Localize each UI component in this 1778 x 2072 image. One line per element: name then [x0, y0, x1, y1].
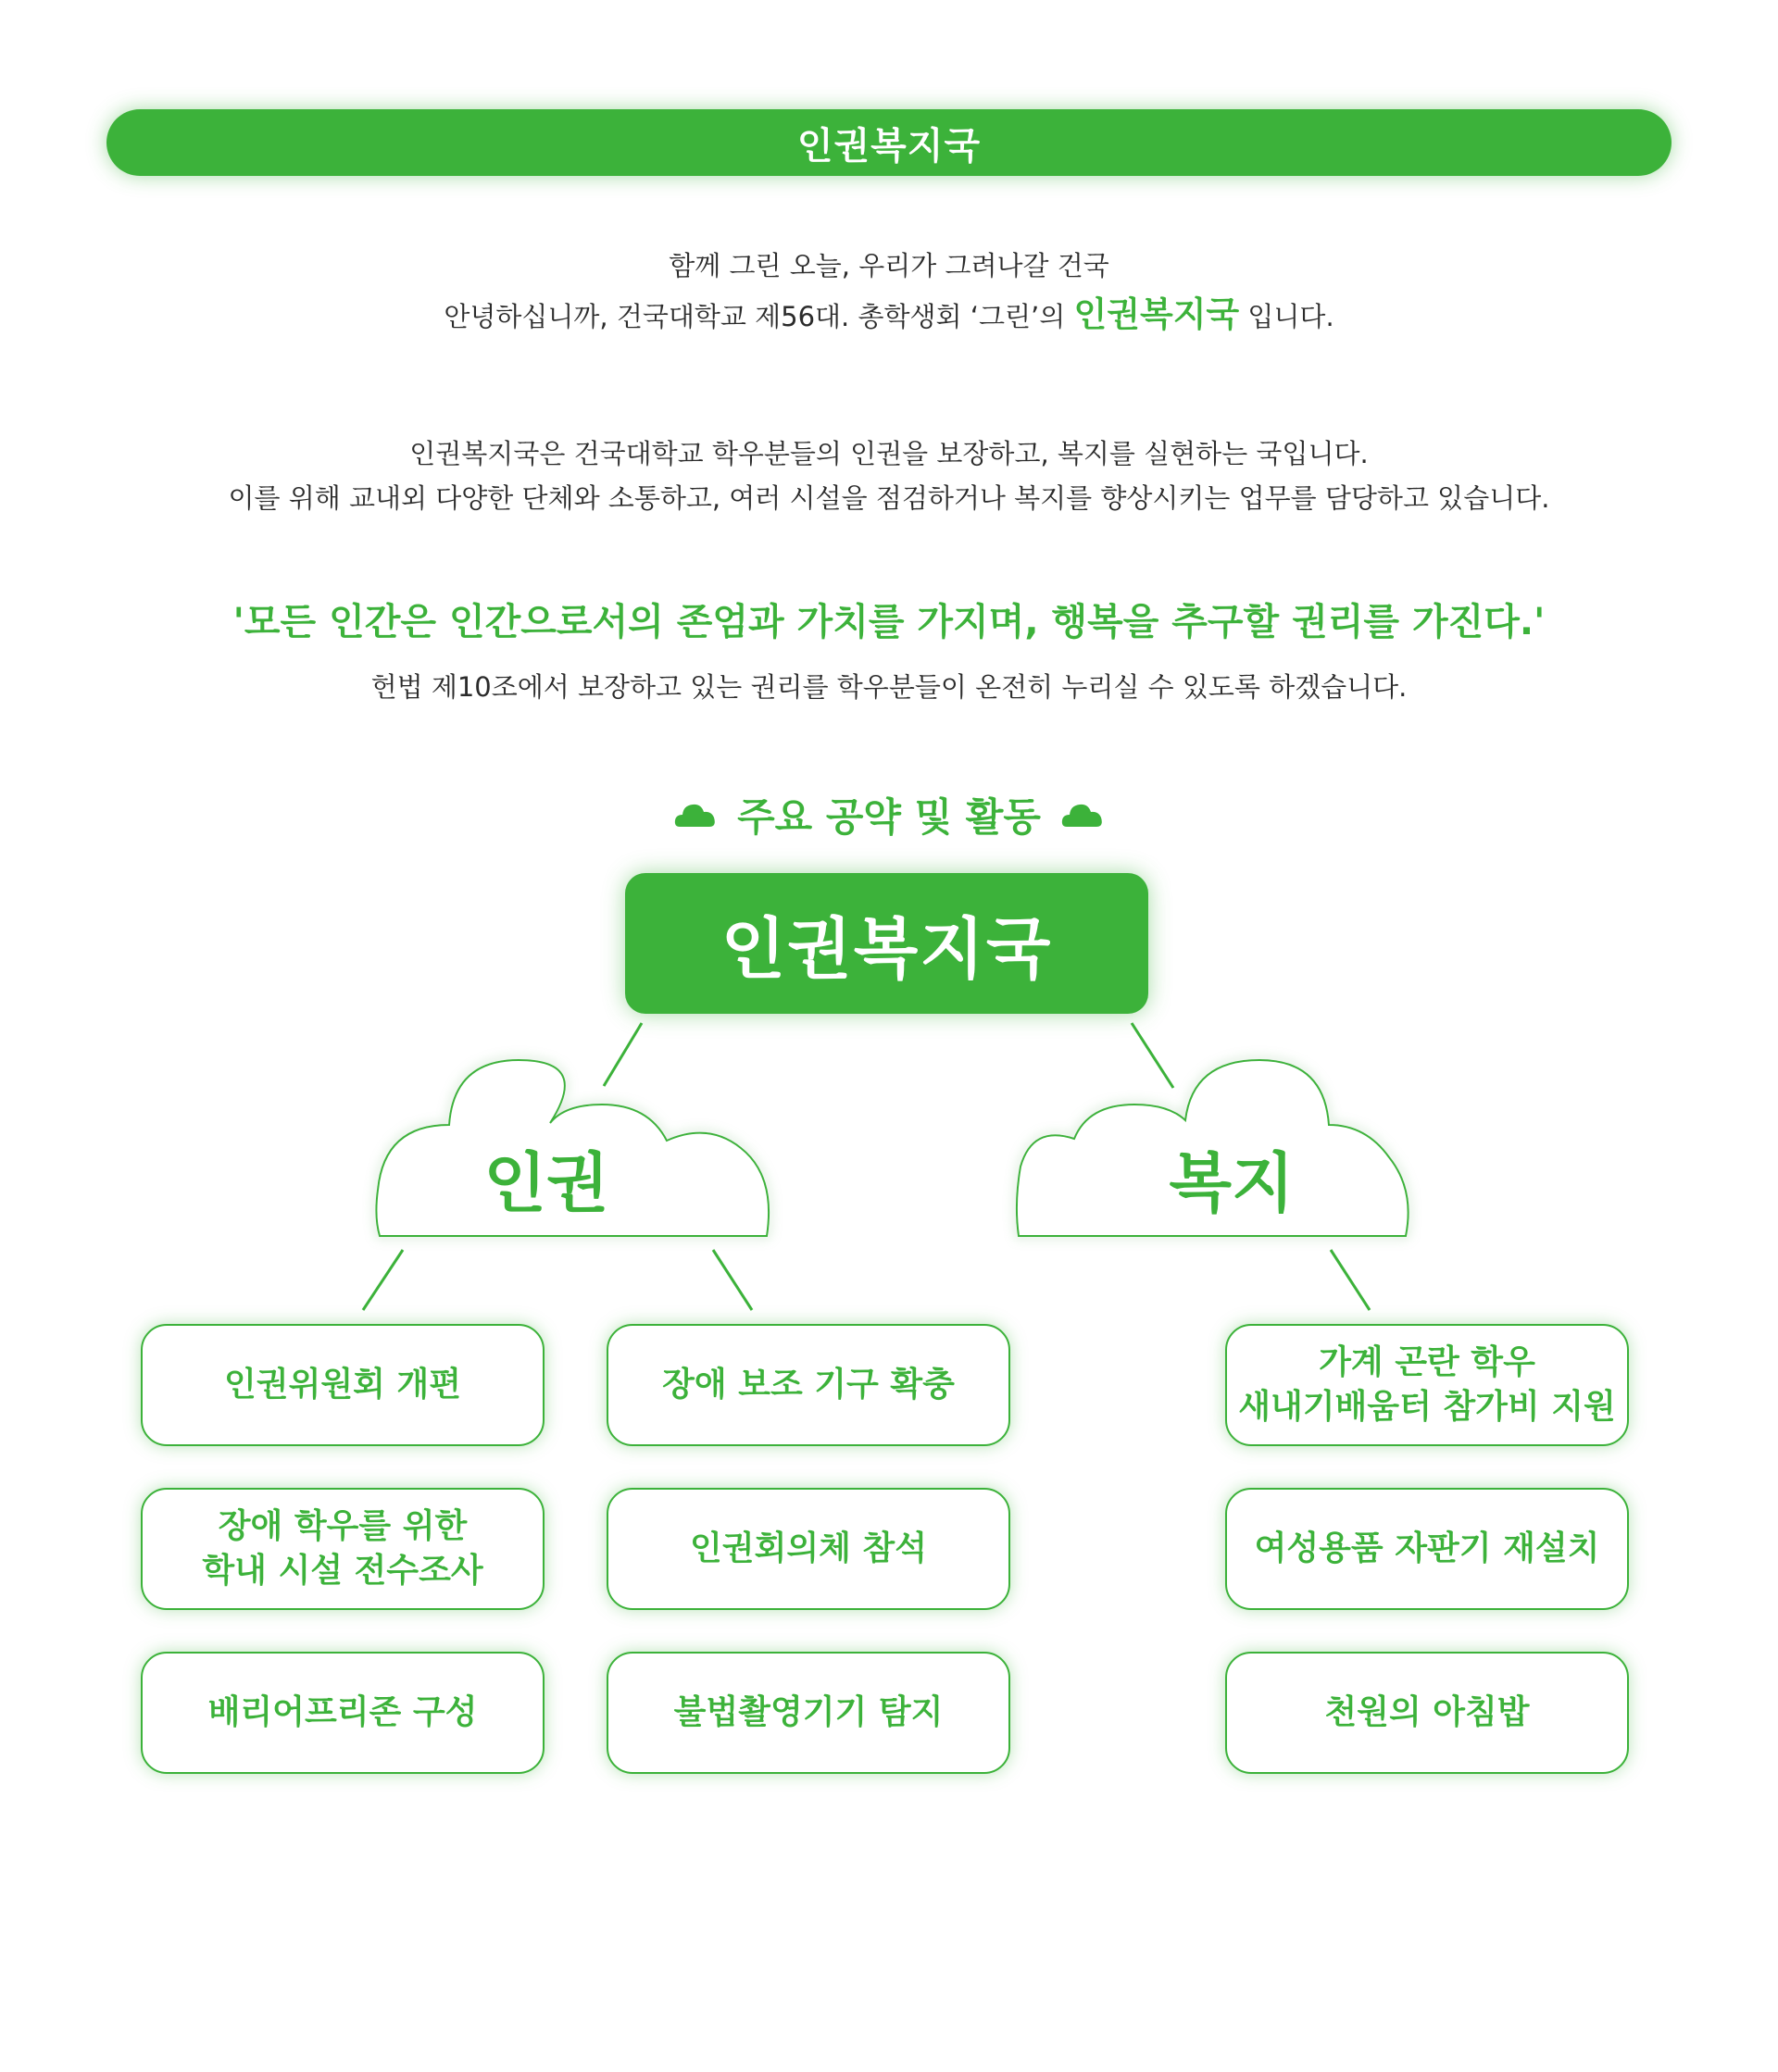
connector-left-col1	[363, 1250, 403, 1310]
pledge-item: 장애 보조 기구 확충	[607, 1324, 1010, 1446]
connector-root-left	[604, 1023, 642, 1086]
pledge-item: 불법촬영기기 탐지	[607, 1652, 1010, 1774]
connector-root-right	[1132, 1023, 1173, 1088]
connector-left-col2	[713, 1250, 752, 1310]
pledge-item: 여성용품 자판기 재설치	[1225, 1488, 1629, 1610]
branch-label-welfare: 복지	[1169, 1145, 1295, 1221]
motto-caption: 헌법 제10조에서 보장하고 있는 권리를 학우분들이 온전히 누리실 수 있도록 하겠습니다.	[370, 671, 1408, 703]
connector-right-col	[1331, 1250, 1370, 1310]
pledge-item: 인권위원회 개편	[141, 1324, 545, 1446]
pledge-item: 장애 학우를 위한 학내 시설 전수조사	[141, 1488, 545, 1610]
pledge-item: 배리어프리존 구성	[141, 1652, 545, 1774]
pledge-item: 인권회의체 참석	[607, 1488, 1010, 1610]
section-title-text: 주요 공약 및 활동	[737, 794, 1041, 840]
header-title: 인권복지국	[796, 124, 982, 168]
description-line-2: 이를 위해 교내외 다양한 단체와 소통하고, 여러 시설을 점검하거나 복지를 향상시키는 업무를 담당하고 있습니다.	[228, 482, 1550, 514]
root-node-label: 인권복지국	[720, 910, 1053, 988]
motto-quote: '모든 인간은 인간으로서의 존엄과 가치를 가지며, 행복을 추구할 권리를 가진다.'	[232, 601, 1546, 643]
pledge-item: 가계 곤란 학우 새내기배움터 참가비 지원	[1225, 1324, 1629, 1446]
pledge-item: 천원의 아침밥	[1225, 1652, 1629, 1774]
description-line-1: 인권복지국은 건국대학교 학우분들의 인권을 보장하고, 복지를 실현하는 국입니다.	[409, 438, 1369, 469]
intro-line-2-pre: 안녕하십니까, 건국대학교 제56대. 총학생회 ‘그린’의	[444, 301, 1074, 332]
intro-line-1: 함께 그린 오늘, 우리가 그려나갈 건국	[669, 250, 1109, 281]
intro-highlight: 인권복지국	[1073, 294, 1240, 334]
root-node	[625, 873, 1148, 1014]
branch-label-human-rights: 인권	[483, 1145, 609, 1221]
intro-line-2-post: 입니다.	[1239, 301, 1334, 332]
